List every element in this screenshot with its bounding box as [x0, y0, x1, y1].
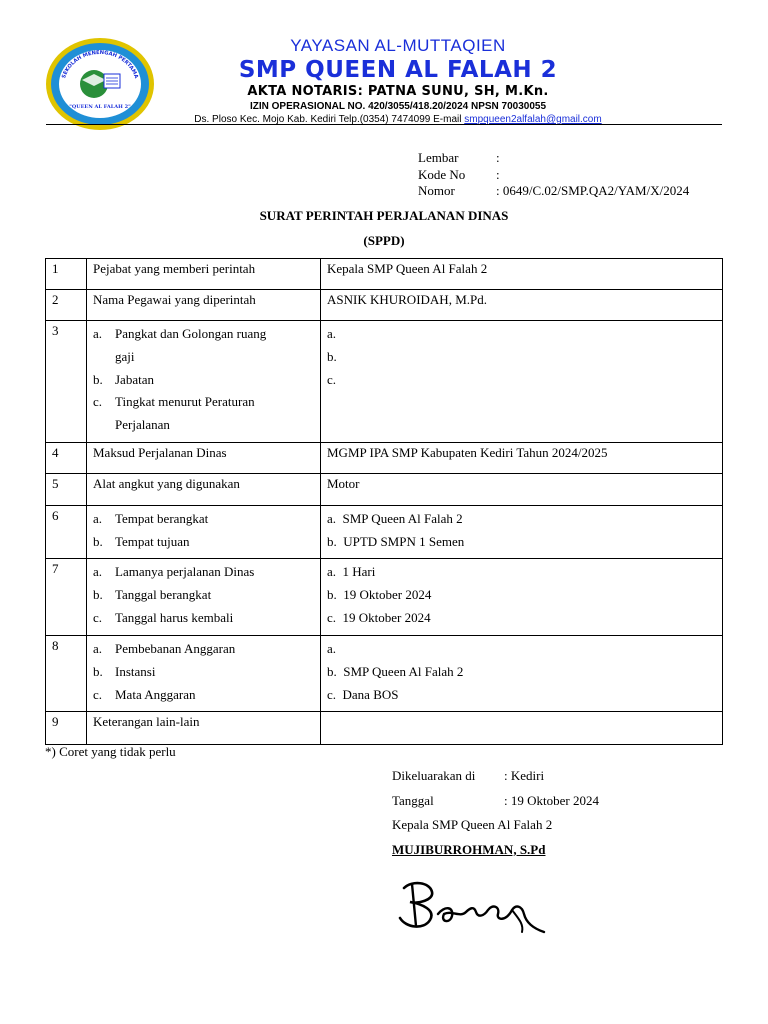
row-label: Pejabat yang memberi perintah	[87, 259, 321, 290]
row-number: 8	[46, 636, 87, 712]
list-item	[93, 346, 320, 369]
row-label-list	[87, 559, 321, 636]
row-value-list	[321, 321, 723, 443]
school-name: SMP QUEEN AL FALAH 2	[238, 57, 558, 83]
list-text: Tempat tujuan	[115, 533, 190, 549]
list-marker: a.	[93, 511, 103, 526]
value-item: b. SMP Queen Al Falah 2	[327, 663, 464, 679]
list-item	[93, 607, 320, 630]
value-item: a.	[327, 326, 337, 341]
value-item: a.	[327, 641, 337, 656]
list-marker: b.	[93, 663, 103, 679]
list-marker: a.	[93, 326, 103, 341]
signature-block	[392, 768, 599, 866]
value-item: a. SMP Queen Al Falah 2	[327, 511, 463, 526]
table-row	[46, 259, 723, 290]
list-text: Tanggal berangkat	[115, 586, 212, 602]
issued-label: Dikeluarakan di	[392, 768, 476, 783]
list-marker: b.	[93, 586, 103, 602]
logo-text-bottom: "QUEEN AL FALAH 2"	[69, 104, 131, 110]
list-marker: c.	[93, 609, 103, 625]
row-number: 9	[46, 712, 87, 745]
list-item	[93, 531, 320, 554]
code-label: Kode No	[418, 166, 466, 182]
table-row	[46, 712, 723, 745]
list-text: gaji	[115, 348, 135, 364]
list-marker: a.	[93, 641, 103, 656]
row-value: Kepala SMP Queen Al Falah 2	[321, 259, 723, 290]
row-number: 1	[46, 259, 87, 290]
row-label-list	[87, 636, 321, 712]
list-text: Lamanya perjalanan Dinas	[115, 564, 255, 579]
signatory-position: Kepala SMP Queen Al Falah 2	[392, 817, 553, 832]
row-value	[321, 712, 723, 745]
row-value: Motor	[321, 474, 723, 506]
row-value-list	[321, 559, 723, 636]
list-item	[93, 391, 320, 414]
row-number: 2	[46, 290, 87, 321]
logo-text-top: SEKOLAH MENENGAH PERTAMA	[61, 49, 139, 80]
list-item	[93, 323, 320, 346]
number-value: : 0649/C.02/SMP.QA2/YAM/X/2024	[496, 183, 690, 198]
row-label: Maksud Perjalanan Dinas	[87, 443, 321, 474]
handwritten-signature	[352, 866, 572, 946]
letterhead-divider	[46, 124, 722, 125]
notary-deed: AKTA NOTARIS: PATNA SUNU, SH, M.Kn.	[247, 84, 549, 99]
list-item	[93, 684, 320, 707]
list-item	[93, 661, 320, 684]
date-value: : 19 Oktober 2024	[504, 792, 599, 808]
list-item	[93, 414, 320, 437]
list-text: Perjalanan	[115, 417, 170, 433]
table-row	[46, 474, 723, 506]
row-number: 6	[46, 506, 87, 559]
document-meta	[418, 150, 689, 200]
value-item: b. 19 Oktober 2024	[327, 586, 432, 602]
list-marker: b.	[93, 533, 103, 549]
letterhead	[170, 36, 626, 126]
list-marker: a.	[93, 564, 103, 579]
table-row	[46, 636, 723, 712]
list-item	[93, 369, 320, 392]
row-label-list	[87, 321, 321, 443]
list-text: Pembebanan Anggaran	[115, 641, 236, 656]
list-text: Tingkat menurut Peraturan	[115, 394, 255, 410]
sppd-table	[45, 258, 723, 745]
row-number: 4	[46, 443, 87, 474]
signatory-name: MUJIBURROHMAN, S.Pd	[392, 841, 546, 857]
date-label: Tanggal	[392, 792, 434, 808]
list-text: Tanggal harus kembali	[115, 609, 234, 625]
row-label: Keterangan lain-lain	[87, 712, 321, 745]
row-number: 5	[46, 474, 87, 506]
row-number: 3	[46, 321, 87, 443]
list-text: Jabatan	[115, 371, 154, 387]
value-item: a. 1 Hari	[327, 564, 376, 579]
row-value-list	[321, 506, 723, 559]
value-item: c.	[327, 371, 337, 387]
row-value: MGMP IPA SMP Kabupaten Kediri Tahun 2024/2025	[321, 443, 723, 474]
document-subtitle: (SPPD)	[363, 233, 405, 248]
value-item: c. 19 Oktober 2024	[327, 609, 431, 625]
value-item: c. Dana BOS	[327, 686, 399, 702]
row-label-list	[87, 506, 321, 559]
list-marker: b.	[93, 371, 103, 387]
row-label: Nama Pegawai yang diperintah	[87, 290, 321, 321]
table-row	[46, 443, 723, 474]
foundation-name: YAYASAN AL-MUTTAQIEN	[290, 36, 506, 55]
row-number: 7	[46, 559, 87, 636]
code-value: :	[496, 166, 500, 182]
number-label: Nomor	[418, 183, 455, 198]
table-row	[46, 321, 723, 443]
list-item	[93, 638, 320, 661]
list-text: Tempat berangkat	[115, 511, 209, 526]
value-item: b. UPTD SMPN 1 Semen	[327, 533, 465, 549]
address-text: Ds. Ploso Kec. Mojo Kab. Kediri Telp.(0354) 7474099 E-mail	[194, 114, 462, 125]
issued-value: : Kediri	[504, 768, 545, 783]
row-value: ASNIK KHUROIDAH, M.Pd.	[321, 290, 723, 321]
list-text: Mata Anggaran	[115, 686, 196, 702]
list-marker: c.	[93, 394, 103, 410]
school-logo	[44, 36, 156, 132]
operational-license: IZIN OPERASIONAL NO. 420/3055/418.20/2024 NPSN 70030055	[249, 101, 547, 112]
email-link[interactable]: smpqueen2alfalah@gmail.com	[464, 114, 602, 125]
row-value-list	[321, 636, 723, 712]
list-marker: c.	[93, 686, 103, 702]
table-row	[46, 290, 723, 321]
sheet-value: :	[496, 150, 500, 165]
list-text: Pangkat dan Golongan ruang	[115, 326, 267, 341]
list-item	[93, 584, 320, 607]
table-row	[46, 506, 723, 559]
sheet-label: Lembar	[418, 150, 459, 165]
list-text: Instansi	[115, 663, 156, 679]
value-item: b.	[327, 348, 337, 364]
list-item	[93, 508, 320, 531]
table-row	[46, 559, 723, 636]
row-label: Alat angkut yang digunakan	[87, 474, 321, 506]
document-title: SURAT PERINTAH PERJALANAN DINAS	[259, 208, 509, 223]
list-item	[93, 561, 320, 584]
footnote: *) Coret yang tidak perlu	[45, 744, 176, 759]
